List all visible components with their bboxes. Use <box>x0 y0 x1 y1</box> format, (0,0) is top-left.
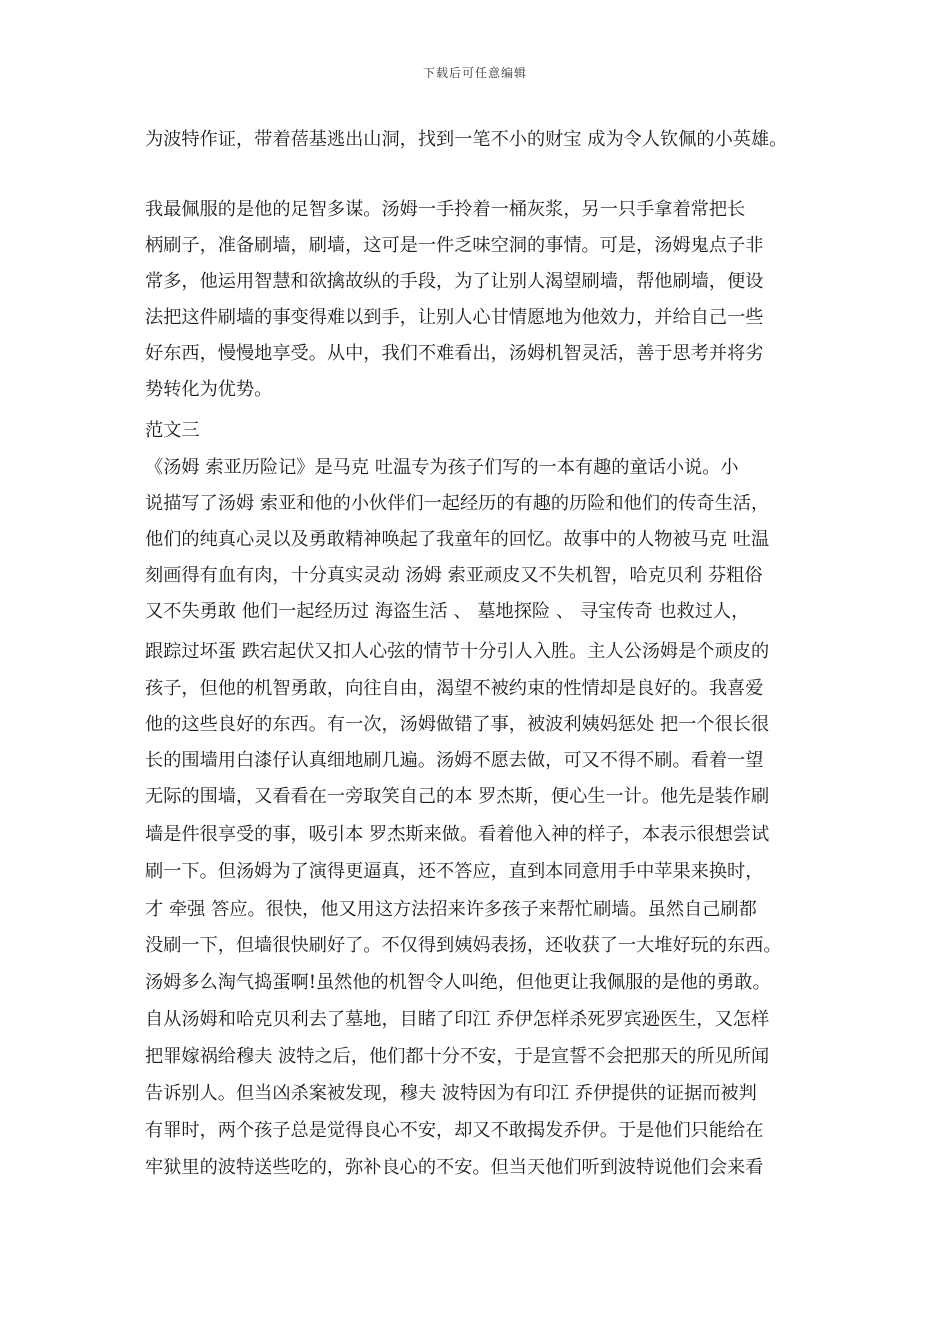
text-line: 墙是件很享受的事，吸引本 罗杰斯来做。看着他入神的样子，本表示很想尝试 <box>145 824 770 845</box>
text-line: 《汤姆 索亚历险记》是马克 吐温专为孩子们写的一本有趣的童话小说。小 <box>145 457 739 478</box>
text-line: 法把这件刷墙的事变得难以到手，让别人心甘情愿地为他效力，并给自己一些 <box>145 307 764 328</box>
text-line: 又不失勇敢 他们一起经历过 海盗生活 、 墓地探险 、 寻宝传奇 也救过人， <box>145 601 750 622</box>
text-line: 没刷一下，但墙很快刷好了。不仅得到姨妈表扬，还收获了一大堆好玩的东西。 <box>145 935 782 956</box>
text-line: 柄刷子，准备刷墙，刷墙，这可是一件乏味空洞的事情。可是，汤姆鬼点子非 <box>145 235 764 256</box>
text-line: 无际的围墙，又看看在一旁取笑自己的本 罗杰斯，便心生一计。他先是装作刷 <box>145 786 770 807</box>
text-line: 好东西，慢慢地享受。从中，我们不难看出，汤姆机智灵活，善于思考并将劣 <box>145 343 764 364</box>
text-line: 他的这些良好的东西。有一次，汤姆做错了事，被波利姨妈惩处 把一个很长很 <box>145 714 770 735</box>
text-line: 告诉别人。但当凶杀案被发现，穆夫 波特因为有印江 乔伊提供的证据而被判 <box>145 1083 757 1104</box>
text-line: 势转化为优势。 <box>145 379 273 400</box>
text-line: 跟踪过坏蛋 跌宕起伏又扣人心弦的情节十分引人入胜。主人公汤姆是个顽皮的 <box>145 641 770 662</box>
text-line: 汤姆多么淘气捣蛋啊!虽然他的机智令人叫绝，但他更让我佩服的是他的勇敢。 <box>145 972 771 993</box>
text-line: 我最佩服的是他的足智多谋。汤姆一手拎着一桶灰浆，另一只手拿着常把长 <box>145 199 746 220</box>
text-line: 自从汤姆和哈克贝利去了墓地，目睹了印江 乔伊怎样杀死罗宾逊医生，又怎样 <box>145 1009 770 1030</box>
text-line: 长的围墙用白漆仔认真细地刷几遍。汤姆不愿去做，可又不得不刷。看着一望 <box>145 750 764 771</box>
section-heading: 范文三 <box>145 420 200 441</box>
text-line: 有罪时，两个孩子总是觉得良心不安，却又不敢揭发乔伊。于是他们只能给在 <box>145 1120 764 1141</box>
text-line: 才 牵强 答应。很快，他又用这方法招来许多孩子来帮忙刷墙。虽然自己刷都 <box>145 899 757 920</box>
text-line: 把罪嫁祸给穆夫 波特之后，他们都十分不安，于是宣誓不会把那天的所见所闻 <box>145 1046 770 1067</box>
text-line: 他们的纯真心灵以及勇敢精神唤起了我童年的回忆。故事中的人物被马克 吐温 <box>145 529 770 550</box>
text-line: 刷一下。但汤姆为了演得更逼真，还不答应，直到本同意用手中苹果来换时， <box>145 861 764 882</box>
text-line: 牢狱里的波特送些吃的，弥补良心的不安。但当天他们听到波特说他们会来看 <box>145 1157 764 1178</box>
page-header: 下载后可任意编辑 <box>422 66 527 80</box>
text-line: 常多，他运用智慧和欲擒故纵的手段，为了让别人渴望刷墙，帮他刷墙，便设 <box>145 271 764 292</box>
text-line: 为波特作证，带着蓓基逃出山洞，找到一笔不小的财宝 成为令人钦佩的小英雄。 <box>145 129 788 150</box>
text-line: 说描写了汤姆 索亚和他的小伙伴们一起经历的有趣的历险和他们的传奇生活， <box>145 493 770 514</box>
text-line: 刻画得有血有肉，十分真实灵动 汤姆 索亚顽皮又不失机智，哈克贝利 芬粗俗 <box>145 565 763 586</box>
text-line: 孩子，但他的机智勇敢，向往自由，渴望不被约束的性情却是良好的。我喜爱 <box>145 678 764 699</box>
